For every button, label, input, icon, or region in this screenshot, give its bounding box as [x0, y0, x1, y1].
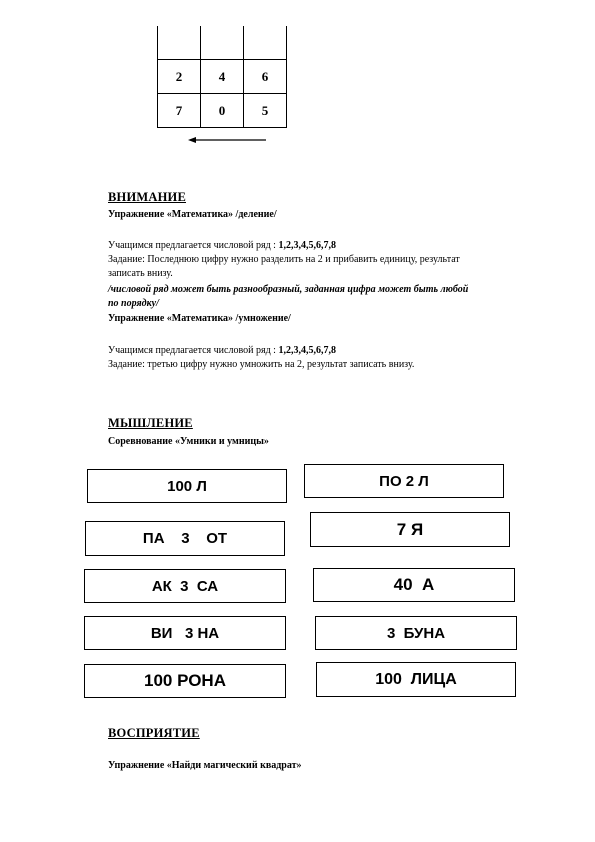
number-series: 1,2,3,4,5,6,7,8: [278, 240, 336, 251]
competition-title: Соревнование «Умники и умницы»: [108, 436, 269, 447]
grid-cell: 5: [244, 94, 287, 128]
exercise-title-magic-square: Упражнение «Найди магический квадрат»: [108, 760, 302, 771]
word-card: 100 РОНА: [84, 664, 286, 698]
grid-row: [158, 60, 287, 94]
note-text-a: /числовой ряд может быть разнообразный, заданная цифра может быть любой: [108, 284, 469, 295]
word-card: 100 Л: [87, 469, 287, 503]
grid-cell: 6: [244, 60, 287, 94]
word-card: АК 3 СА: [84, 569, 286, 603]
intro-text-1: [108, 239, 336, 252]
word-card: ВИ 3 НА: [84, 616, 286, 650]
left-arrow-icon: [188, 134, 268, 146]
word-card: ПО 2 Л: [304, 464, 504, 498]
task-text-1b: записать внизу.: [108, 268, 173, 279]
word-card: 40 А: [313, 568, 515, 602]
word-card: 3 БУНА: [315, 616, 517, 650]
grid-cell: [201, 26, 244, 60]
grid-cell: [244, 26, 287, 60]
grid-cell: 4: [201, 60, 244, 94]
section-heading-perception: ВОСПРИЯТИЕ: [108, 726, 200, 740]
number-grid: [157, 26, 287, 128]
grid-cell: [158, 26, 201, 60]
task-text-1a: Задание: Последнюю цифру нужно разделить на 2 и прибавить единицу, результат: [108, 254, 460, 265]
grid-cell: 2: [158, 60, 201, 94]
word-card: 7 Я: [310, 512, 510, 547]
grid-cell: 0: [201, 94, 244, 128]
grid-cell: 7: [158, 94, 201, 128]
section-heading-attention: ВНИМАНИЕ: [108, 190, 186, 204]
number-series: 1,2,3,4,5,6,7,8: [278, 345, 336, 356]
task-text-2: Задание: третью цифру нужно умножить на 2, результат записать внизу.: [108, 359, 415, 370]
note-text-b: по порядку/: [108, 298, 159, 309]
section-heading-thinking: МЫШЛЕНИЕ: [108, 416, 193, 430]
exercise-title-division: Упражнение «Математика» /деление/: [108, 209, 277, 220]
intro-text-2: [108, 344, 336, 357]
grid-row: [158, 26, 287, 60]
intro-prefix: Учащимся предлагается числовой ряд :: [108, 240, 279, 251]
grid-row: [158, 94, 287, 128]
word-card: 100 ЛИЦА: [316, 662, 516, 697]
intro-prefix: Учащимся предлагается числовой ряд :: [108, 345, 279, 356]
word-card: ПА 3 ОТ: [85, 521, 285, 556]
exercise-title-multiplication: Упражнение «Математика» /умножение/: [108, 313, 291, 324]
